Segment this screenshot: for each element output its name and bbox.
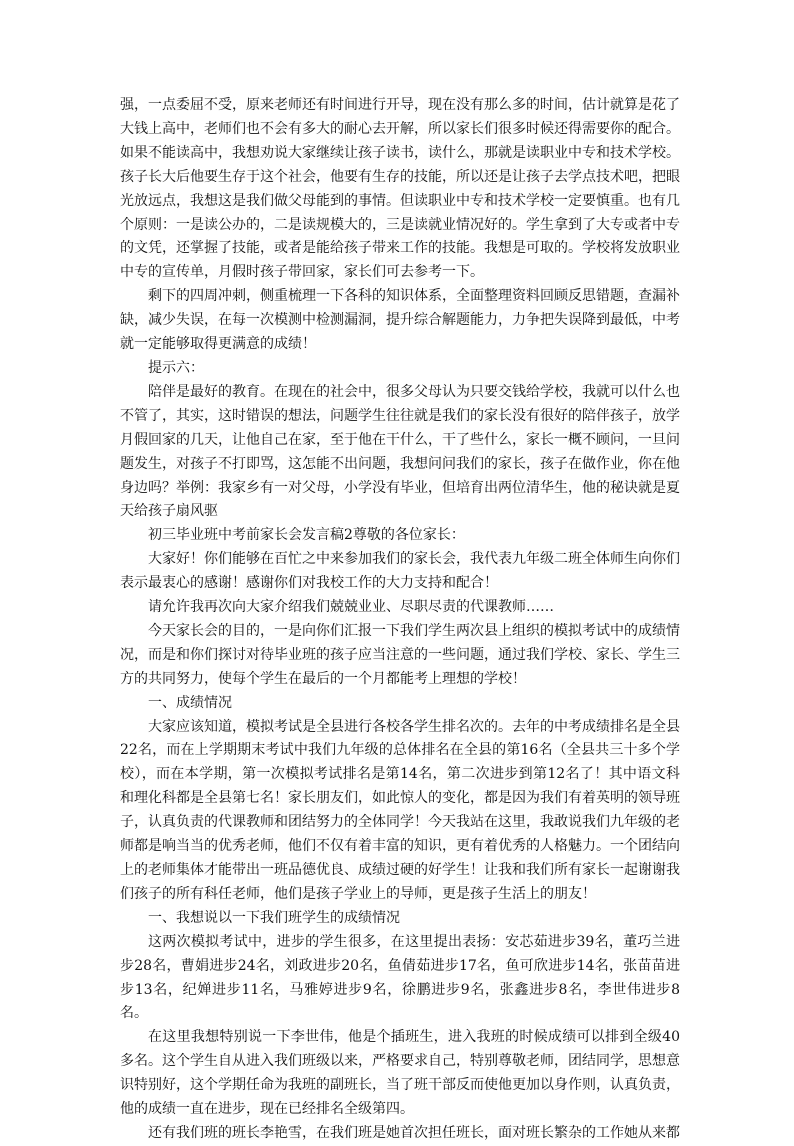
paragraph-2: 剩下的四周冲刺，侧重梳理一下各科的知识体系，全面整理资料回顾反思错题，查漏补缺，减少失误，在每一次模测中检测漏洞，提升综合解题能力，力争把失误降到最低，中考就一定能够取得更满意的成绩！ (120, 288, 680, 353)
paragraph-11-heading: 一、我想说以一下我们班学生的成绩情况 (148, 909, 400, 926)
paragraph-4: 陪伴是最好的教育。在现在的社会中，很多父母认为只要交钱给学校，我就可以什么也不管了，其实，这时错误的想法，问题学生往往就是我们的家长没有很好的陪伴孩子，放学月假回家的几天，让他自己在家，至于他在干什么，干了些什么，家长一概不顾问，一旦问题发生，对孩子不打即骂，这怎能不出问题，我想问问我们的家长，孩子在做作业，你在他身边吗？举例：我家乡有一对父母，小学没有毕业，但培育出两位清华生，他的秘诀就是夏天给孩子扇风驱 (120, 383, 680, 520)
document-body (120, 94, 680, 1146)
paragraph-1: 强，一点委屈不受，原来老师还有时间进行开导，现在没有那么多的时间，估计就算是花了大钱上高中，老师们也不会有多大的耐心去开解，所以家长们很多时候还得需要你的配合。如果不能读高中，我想劝说大家继续让孩子读书，读什么，那就是读职业中专和技术学校。孩子长大后他要生存于这个社会，他要有生存的技能，所以还是让孩子去学点技术吧，把眼光放远点，我想这是我们做父母能到的事情。但读职业中专和技术学校一定要慎重。也有几个原则：一是读公办的，二是读规模大的，三是读就业情况好的。学生拿到了大专或者中专的文凭，还掌握了技能，或者是能给孩子带来工作的技能。我想是可取的。学校将发放职业中专的宣传单，月假时孩子带回家，家长们可去参考一下。 (120, 97, 680, 281)
paragraph-7: 请允许我再次向大家介绍我们兢兢业业、尽职尽责的代课教师…… (148, 599, 554, 616)
paragraph-10: 大家应该知道，模拟考试是全县进行各校各学生排名次的。去年的中考成绩排名是全县22名，而在上学期期末考试中我们九年级的总体排名在全县的第16名（全县共三十多个学校），而在本学期，第一次模拟考试排名是第14名，第二次进步到第12名了！其中语文科和理化科都是全县第七名！家长朋友们，如此惊人的变化，都是因为我们有着英明的领导班子，认真负责的代课教师和团结努力的全体同学！今天我站在这里，我敢说我们九年级的老师都是响当当的优秀老师，他们不仅有着丰富的知识，更有着优秀的人格魅力。一个团结向上的老师集体才能带出一班品德优良、成绩过硬的好学生！让我和我们所有家长一起谢谢我们孩子的所有科任老师，他们是孩子学业上的导师，更是孩子生活上的朋友！ (120, 718, 680, 902)
paragraph-6: 大家好！你们能够在百忙之中来参加我们的家长会，我代表九年级二班全体师生向你们表示最衷心的感谢！感谢你们对我校工作的大力支持和配合！ (120, 551, 680, 592)
paragraph-12: 这两次模拟考试中，进步的学生很多，在这里提出表扬：安芯茹进步39名，董巧兰进步28名，曹娟进步24名，刘政进步20名，鱼倩茹进步17名，鱼可欣进步14名，张苗苗进步13名，纪婵进步11名，马雅婷进步9名，徐鹏进步9名，张鑫进步8名，李世伟进步8名。 (120, 933, 680, 1022)
paragraph-5-speech-title: 初三毕业班中考前家长会发言稿2尊敬的各位家长： (148, 527, 465, 544)
paragraph-13: 在这里我想特别说一下李世伟，他是个插班生，进入我班的时候成绩可以排到全级40多名。这个学生自从进入我们班级以来，严格要求自己，特别尊敬老师，团结同学，思想意识特别好，这个学期任命为我班的副班长，当了班干部反而使他更加以身作则，认真负责，他的成绩一直在进步，现在已经排名全级第四。 (120, 1029, 680, 1118)
paragraph-14: 还有我们班的班长李艳雪，在我们班是她首次担任班长，面对班长繁杂的工作她从来都 (148, 1124, 680, 1141)
paragraph-3: 提示六： (148, 359, 204, 376)
paragraph-8: 今天家长会的目的，一是向你们汇报一下我们学生两次县上组织的模拟考试中的成绩情况，而是和你们探讨对待毕业班的孩子应当注意的一些问题，通过我们学校、家长、学生三方的共同努力，使每个学生在最后的一个月都能考上理想的学校！ (120, 622, 680, 687)
paragraph-9-heading: 一、成绩情况 (148, 694, 232, 711)
